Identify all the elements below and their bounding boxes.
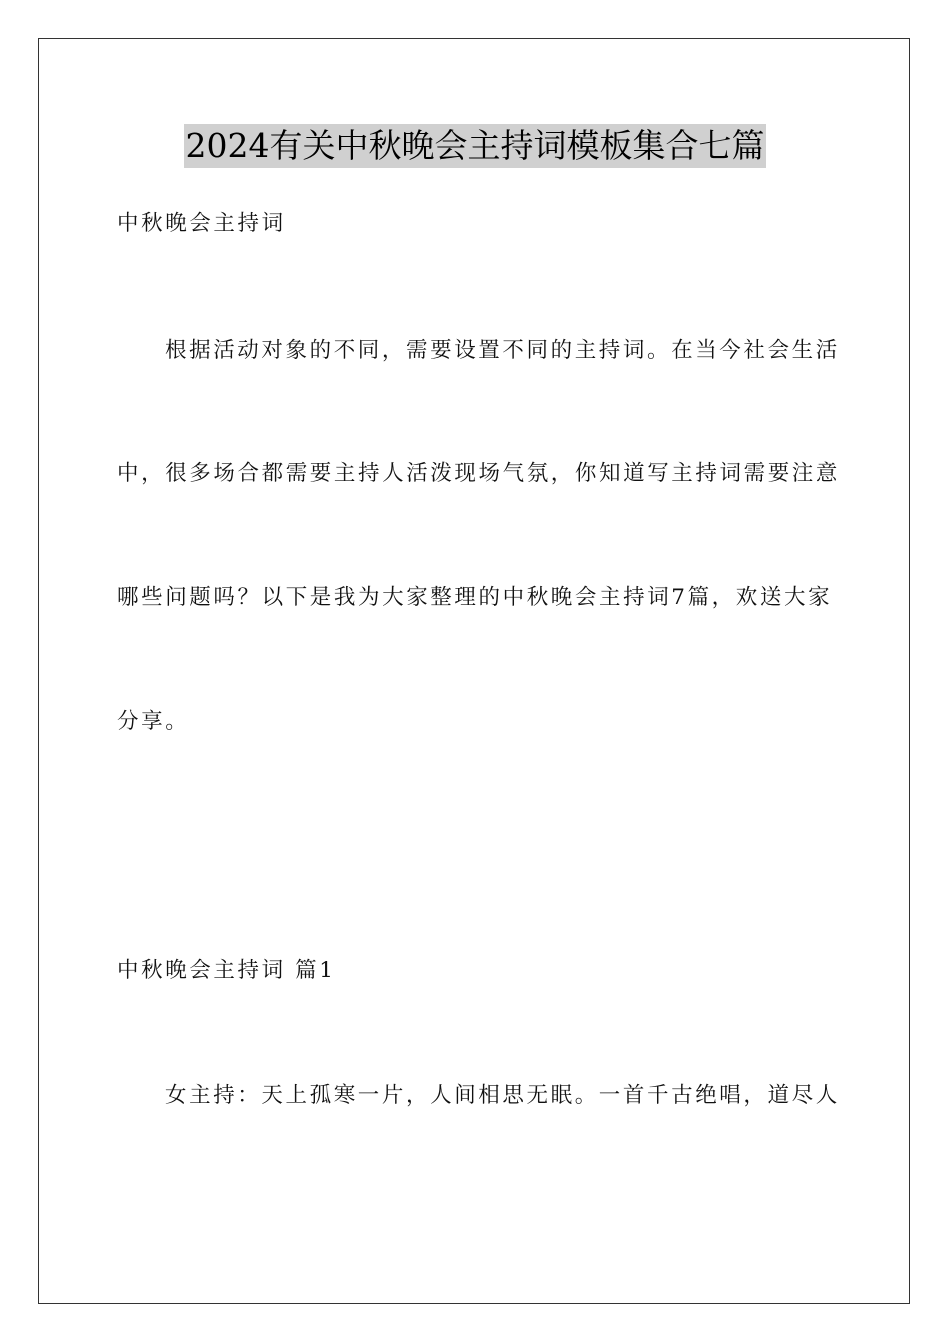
title-container [0, 124, 950, 168]
section-first-line: 女主持：天上孤寒一片，人间相思无眠。一首千古绝唱，道尽人 [165, 1083, 840, 1108]
intro-line-2: 中，很多场合都需要主持人活泼现场气氛，你知道写主持词需要注意 [117, 461, 841, 486]
document-subtitle: 中秋晚会主持词 [117, 211, 286, 236]
document-title: 2024有关中秋晚会主持词模板集合七篇 [184, 124, 767, 168]
intro-line-1: 根据活动对象的不同，需要设置不同的主持词。在当今社会生活 [165, 338, 840, 363]
section-heading: 中秋晚会主持词 篇1 [117, 958, 336, 983]
intro-line-4: 分享。 [117, 709, 190, 734]
intro-line-3: 哪些问题吗？以下是我为大家整理的中秋晚会主持词7篇，欢送大家 [117, 585, 833, 610]
